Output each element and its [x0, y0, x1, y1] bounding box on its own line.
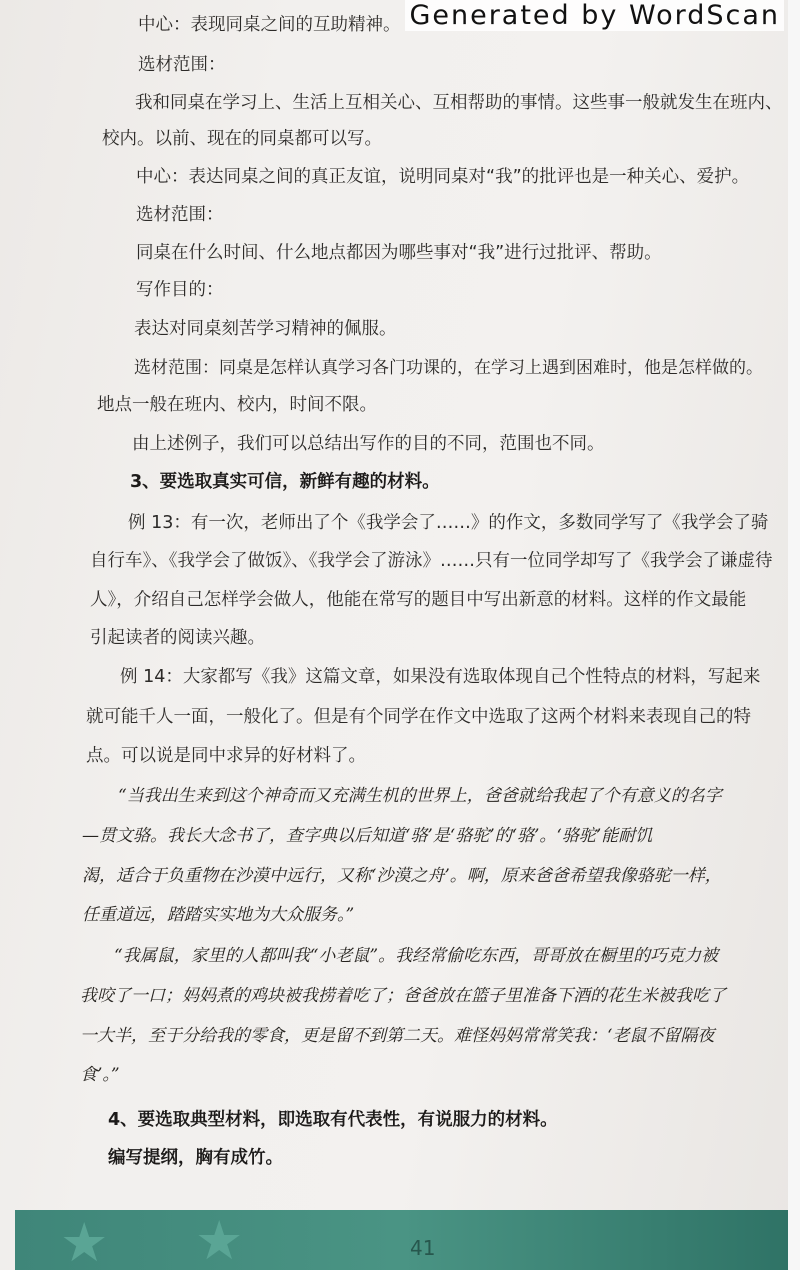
text-line: 同桌在什么时间、什么地点都因为哪些事对“我”进行过批评、帮助。	[136, 243, 662, 263]
watermark: Generated by WordScan	[405, 0, 784, 31]
quote-line: —贯文骆。我长大念书了，查字典以后知道‘骆’是‘骆驼’的‘骆’。‘骆驼’能耐饥	[82, 826, 653, 846]
quote-line: 一大半，至于分给我的零食，更是留不到第二天。难怪妈妈常常笑我：‘老鼠不留隔夜	[80, 1026, 715, 1046]
section-heading: 编写提纲，胸有成竹。	[108, 1148, 283, 1168]
text-line: 选材范围：	[138, 55, 226, 75]
quote-line: “当我出生来到这个神奇而又充满生机的世界上，爸爸就给我起了个有意义的名字	[118, 786, 722, 806]
quote-line: 渴，适合于负重物在沙漠中远行，又称‘沙漠之舟’。啊，原来爸爸希望我像骆驼一样，	[82, 866, 722, 886]
text-line: 校内。以前、现在的同桌都可以写。	[102, 129, 382, 149]
text-line: 选材范围：	[136, 205, 224, 225]
text-line: 选材范围：同桌是怎样认真学习各门功课的，在学习上遇到困难时，他是怎样做的。	[134, 358, 763, 378]
section-heading: 4、要选取典型材料，即选取有代表性，有说服力的材料。	[108, 1110, 558, 1130]
page-number: 41	[410, 1236, 436, 1260]
text-line: 例 14：大家都写《我》这篇文章，如果没有选取体现自己个性特点的材料，写起来	[120, 667, 761, 687]
text-line: 由上述例子，我们可以总结出写作的目的不同，范围也不同。	[132, 434, 605, 454]
right-margin	[788, 0, 800, 1270]
text-line: 引起读者的阅读兴趣。	[90, 628, 265, 648]
text-line: 自行车》、《我学会了做饭》、《我学会了游泳》……只有一位同学却写了《我学会了谦虚待	[90, 551, 773, 571]
page-footer-band	[15, 1209, 788, 1274]
text-line: 写作目的：	[136, 280, 224, 300]
quote-line: 我咬了一口；妈妈煮的鸡块被我捞着吃了；爸爸放在篮子里准备下酒的花生米被我吃了	[80, 986, 726, 1006]
text-line: 中心：表达同桌之间的真正友谊，说明同桌对“我”的批评也是一种关心、爱护。	[136, 167, 750, 187]
quote-line: “我属鼠，家里的人都叫我“小老鼠”。我经常偷吃东西，哥哥放在橱里的巧克力被	[114, 946, 719, 966]
quote-line: 任重道远，踏踏实实地为大众服务。”	[82, 905, 355, 925]
text-line: 点。可以说是同中求异的好材料了。	[86, 746, 366, 766]
star-icon: ★	[195, 1209, 244, 1272]
star-icon: ★	[60, 1211, 109, 1274]
text-line: 就可能千人一面，一般化了。但是有个同学在作文中选取了这两个材料来表现自己的特	[86, 707, 751, 727]
section-heading: 3、要选取真实可信，新鲜有趣的材料。	[130, 472, 440, 492]
text-line: 人》，介绍自己怎样学会做人，他能在常写的题目中写出新意的材料。这样的作文最能	[90, 590, 747, 610]
text-line: 中心：表现同桌之间的互助精神。	[138, 15, 401, 35]
text-line: 我和同桌在学习上、生活上互相关心、互相帮助的事情。这些事一般就发生在班内、	[135, 93, 783, 113]
text-line: 地点一般在班内、校内，时间不限。	[97, 395, 377, 415]
text-line: 例 13：有一次，老师出了个《我学会了……》的作文，多数同学写了《我学会了骑	[128, 513, 769, 533]
quote-line: 食’。”	[80, 1065, 120, 1085]
text-line: 表达对同桌刻苦学习精神的佩服。	[134, 319, 397, 339]
